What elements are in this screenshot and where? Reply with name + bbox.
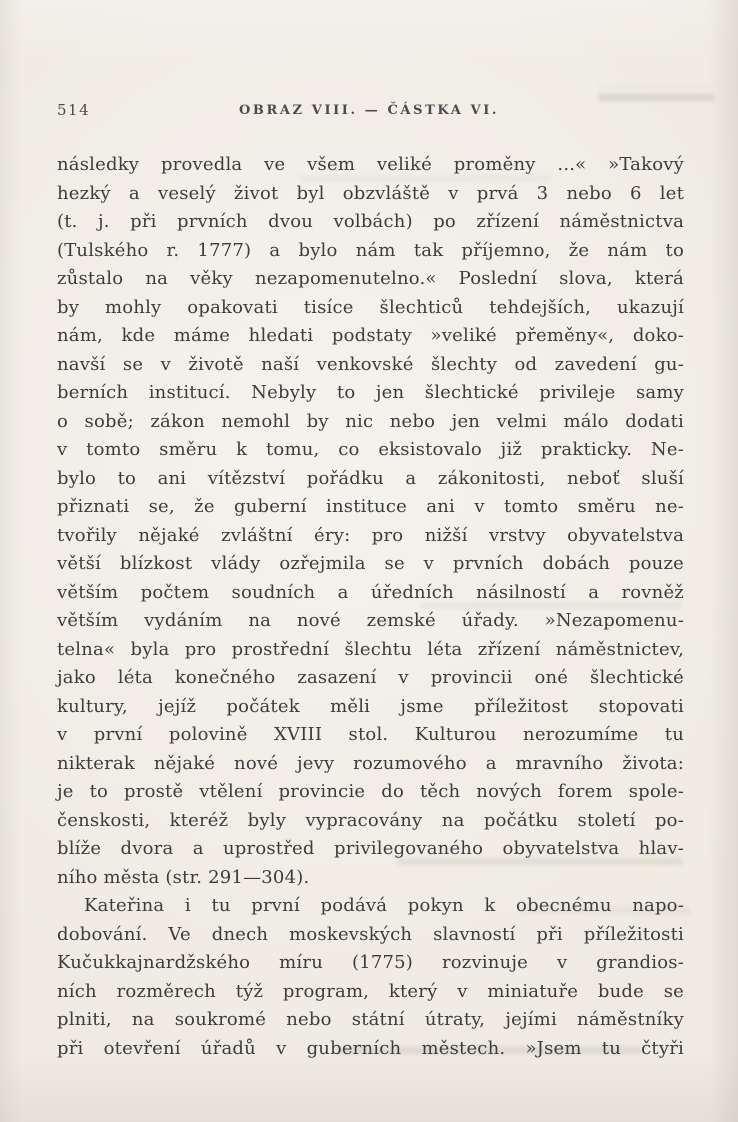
text-line: nám, kde máme hledati podstaty »veliké přeměny«, doko-: [57, 325, 684, 346]
text-line: Kučukkajnardžského míru (1775) rozvinuje v grandios-: [57, 952, 684, 973]
text-line: přiznati se, že guberní instituce ani v tomto směru ne-: [57, 496, 684, 517]
text-line: ního města (str. 291—304).: [57, 866, 310, 888]
text-line: čenskosti, kteréž byly vypracovány na počátku století po-: [57, 809, 684, 831]
text-line: dobování. Ve dnech moskevských slavností při příležitosti: [57, 923, 684, 945]
text-line: bylo to ani vítězství pořádku a zákonitosti, neboť sluší: [57, 467, 684, 489]
text-line: navší se v životě naší venkovské šlechty od zavedení gu-: [57, 353, 684, 375]
text-line: o sobě; zákon nemohl by nic nebo jen velmi málo dodati: [57, 410, 684, 432]
text-line: by mohly opakovati tisíce šlechticů tehdejších, ukazují: [57, 296, 684, 318]
text-line: (t. j. při prvních dvou volbách) po zřízení náměstnictva: [57, 211, 684, 232]
text-line: je to prostě vtělení provincie do těch nových forem spole-: [57, 781, 684, 802]
scan-artifact: [598, 86, 714, 101]
page-number: 514: [57, 101, 91, 119]
paragraph: [57, 892, 684, 1063]
text-line: kultury, jejíž počátek měli jsme příležitost stopovati: [57, 695, 684, 717]
text-line: zůstalo na věky nezapomenutelno.« Poslední slova, která: [57, 268, 684, 289]
text-block: [57, 151, 684, 1063]
text-line: plniti, na soukromé nebo státní útraty, jejími náměstníky: [57, 1009, 684, 1030]
text-line: blíže dvora a uprostřed privilegovaného obyvatelstva hlav-: [57, 838, 684, 859]
text-line: telna« byla pro prostřední šlechtu léta zřízení náměstnictev,: [57, 638, 684, 660]
text-line: tvořily nějaké zvláštní éry: pro nižší vrstvy obyvatelstva: [57, 524, 684, 546]
text-line: v první polovině XVIII stol. Kulturou nerozumíme tu: [57, 724, 684, 745]
text-line: větší blízkost vlády ozřejmila se v prvních dobách pouze: [57, 553, 684, 574]
text-line: berních institucí. Nebyly to jen šlechtické privileje samy: [57, 382, 684, 403]
text-line: nikterak nějaké nové jevy rozumového a mravního života:: [57, 752, 684, 774]
text-line: při otevření úřadů v guberních městech. »Jsem tu čtyři: [57, 1037, 684, 1059]
paragraph: [57, 151, 684, 892]
text-line: Kateřina i tu první podává pokyn k obecnému napo-: [84, 895, 684, 916]
text-line: větším počtem soudních a úředních násilností a rovněž: [57, 581, 684, 603]
text-line: hezký a veselý život byl obzvláště v prvá 3 nebo 6 let: [57, 182, 684, 204]
text-line: (Tulského r. 1777) a bylo nám tak příjemno, že nám to: [57, 239, 684, 261]
text-line: jako léta konečného zasazení v provincii oné šlechtické: [57, 667, 684, 688]
running-header: OBRAZ VIII. — ČÁSTKA VI.: [238, 103, 500, 118]
text-line: v tomto směru k tomu, co eksistovalo již prakticky. Ne-: [57, 439, 684, 460]
text-line: následky provedla ve všem veliké proměny ...« »Takový: [57, 154, 684, 175]
text-line: ních rozměrech týž program, který v miniatuře bude se: [57, 980, 684, 1002]
text-line: větším vydáním na nové zemské úřady. »Nezapomenu-: [57, 610, 684, 631]
